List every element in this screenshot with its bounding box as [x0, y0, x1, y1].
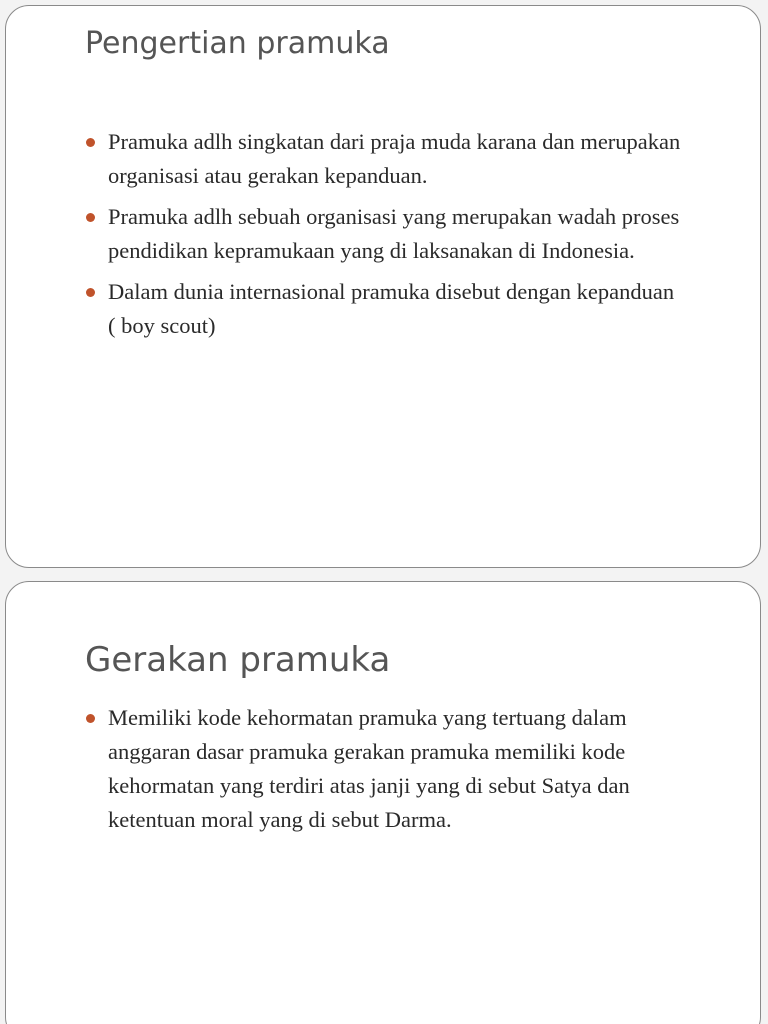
bullet-item — [85, 125, 685, 193]
slide-gerakan-pramuka — [5, 581, 761, 1024]
bullet-text: Dalam dunia internasional pramuka disebut dengan kepanduan ( boy scout) — [108, 279, 675, 338]
bullet-text: Pramuka adlh singkatan dari praja muda karana dan merupakan organisasi atau gerakan kepanduan. — [108, 129, 681, 188]
bullet-item — [85, 200, 685, 268]
bullet-dot-icon — [86, 288, 95, 297]
bullet-dot-icon — [86, 213, 95, 222]
bullet-item — [85, 275, 685, 343]
bullet-list — [85, 125, 685, 350]
bullet-item — [85, 701, 685, 837]
bullet-text: Pramuka adlh sebuah organisasi yang merupakan wadah proses pendidikan kepramukaan yang di laksanakan di Indonesia. — [108, 204, 680, 263]
bullet-dot-icon — [86, 138, 95, 147]
bullet-dot-icon — [86, 714, 95, 723]
slide-pengertian-pramuka — [5, 5, 761, 568]
bullet-list — [85, 701, 685, 844]
bullet-text: Memiliki kode kehormatan pramuka yang tertuang dalam anggaran dasar pramuka gerakan pramuka memiliki kode kehormatan yang terdiri atas janji yang di sebut Satya dan ketentuan moral yang di sebut Darma. — [108, 705, 630, 832]
slide-title: Pengertian pramuka — [85, 26, 390, 61]
slide-title: Gerakan pramuka — [85, 640, 391, 680]
